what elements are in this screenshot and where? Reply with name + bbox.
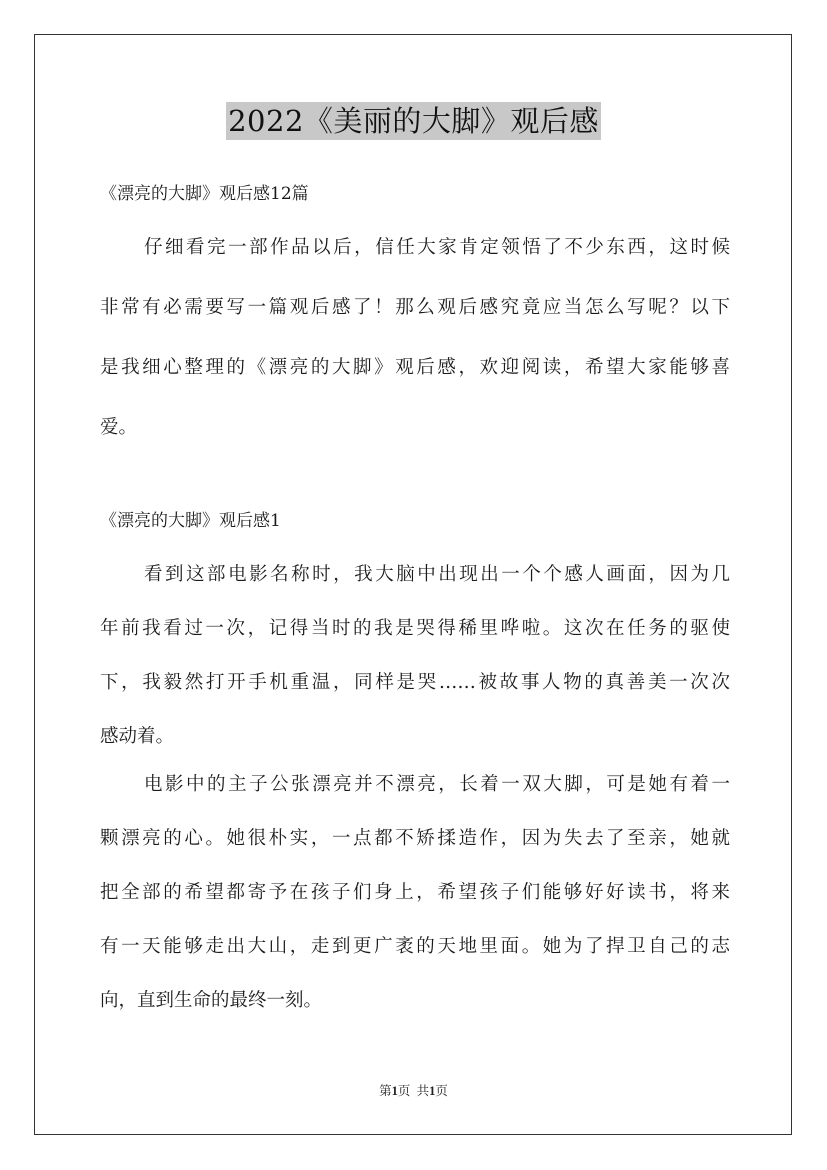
page-footer <box>0 1083 827 1099</box>
intro-line-3: 是我细心整理的《漂亮的大脚》观后感，欢迎阅读，希望大家能够喜 <box>100 357 730 378</box>
footer-page-number: 1 <box>391 1084 398 1098</box>
paragraph-2 <box>100 758 730 1028</box>
para1-line-4: 感动着。 <box>100 726 175 747</box>
para2-line-4: 有一天能够走出大山，走到更广袤的天地里面。她为了捍卫自己的志 <box>100 936 730 957</box>
footer-total-number: 1 <box>429 1084 436 1098</box>
para2-line-3: 把全部的希望都寄予在孩子们身上，希望孩子们能够好好读书，将来 <box>100 882 730 903</box>
para2-line-1: 电影中的主子公张漂亮并不漂亮，长着一双大脚，可是她有着一 <box>144 774 730 795</box>
footer-page-prefix: 第 <box>379 1084 392 1098</box>
para1-line-3: 下，我毅然打开手机重温，同样是哭……被故事人物的真善美一次次 <box>100 672 730 693</box>
document-title: 2022《美丽的大脚》观后感 <box>228 104 599 138</box>
para1-line-2: 年前我看过一次，记得当时的我是哭得稀里哗啦。这次在任务的驱使 <box>100 618 730 639</box>
footer-page-suffix: 页 <box>397 1084 411 1098</box>
para2-line-5: 向，直到生命的最终一刻。 <box>100 990 323 1011</box>
footer-total-suffix: 页 <box>435 1084 448 1098</box>
para1-line-1: 看到这部电影名称时，我大脑中出现出一个个感人画面，因为几 <box>144 564 730 585</box>
section1-heading: 《漂亮的大脚》观后感1 <box>100 511 281 531</box>
intro-line-4: 爱。 <box>100 417 138 438</box>
footer-total-prefix: 共 <box>416 1084 430 1098</box>
intro-line-2: 非常有必需要写一篇观后感了！那么观后感究竟应当怎么写呢？以下 <box>100 297 730 318</box>
paragraph-1 <box>100 548 730 764</box>
title-wrap <box>0 102 827 140</box>
intro-paragraph <box>100 221 730 455</box>
intro-line-1: 仔细看完一部作品以后，信任大家肯定领悟了不少东西，这时候 <box>144 237 730 258</box>
para2-line-2: 颗漂亮的心。她很朴实，一点都不矫揉造作，因为失去了至亲，她就 <box>100 828 730 849</box>
subtitle: 《漂亮的大脚》观后感12篇 <box>100 184 309 204</box>
